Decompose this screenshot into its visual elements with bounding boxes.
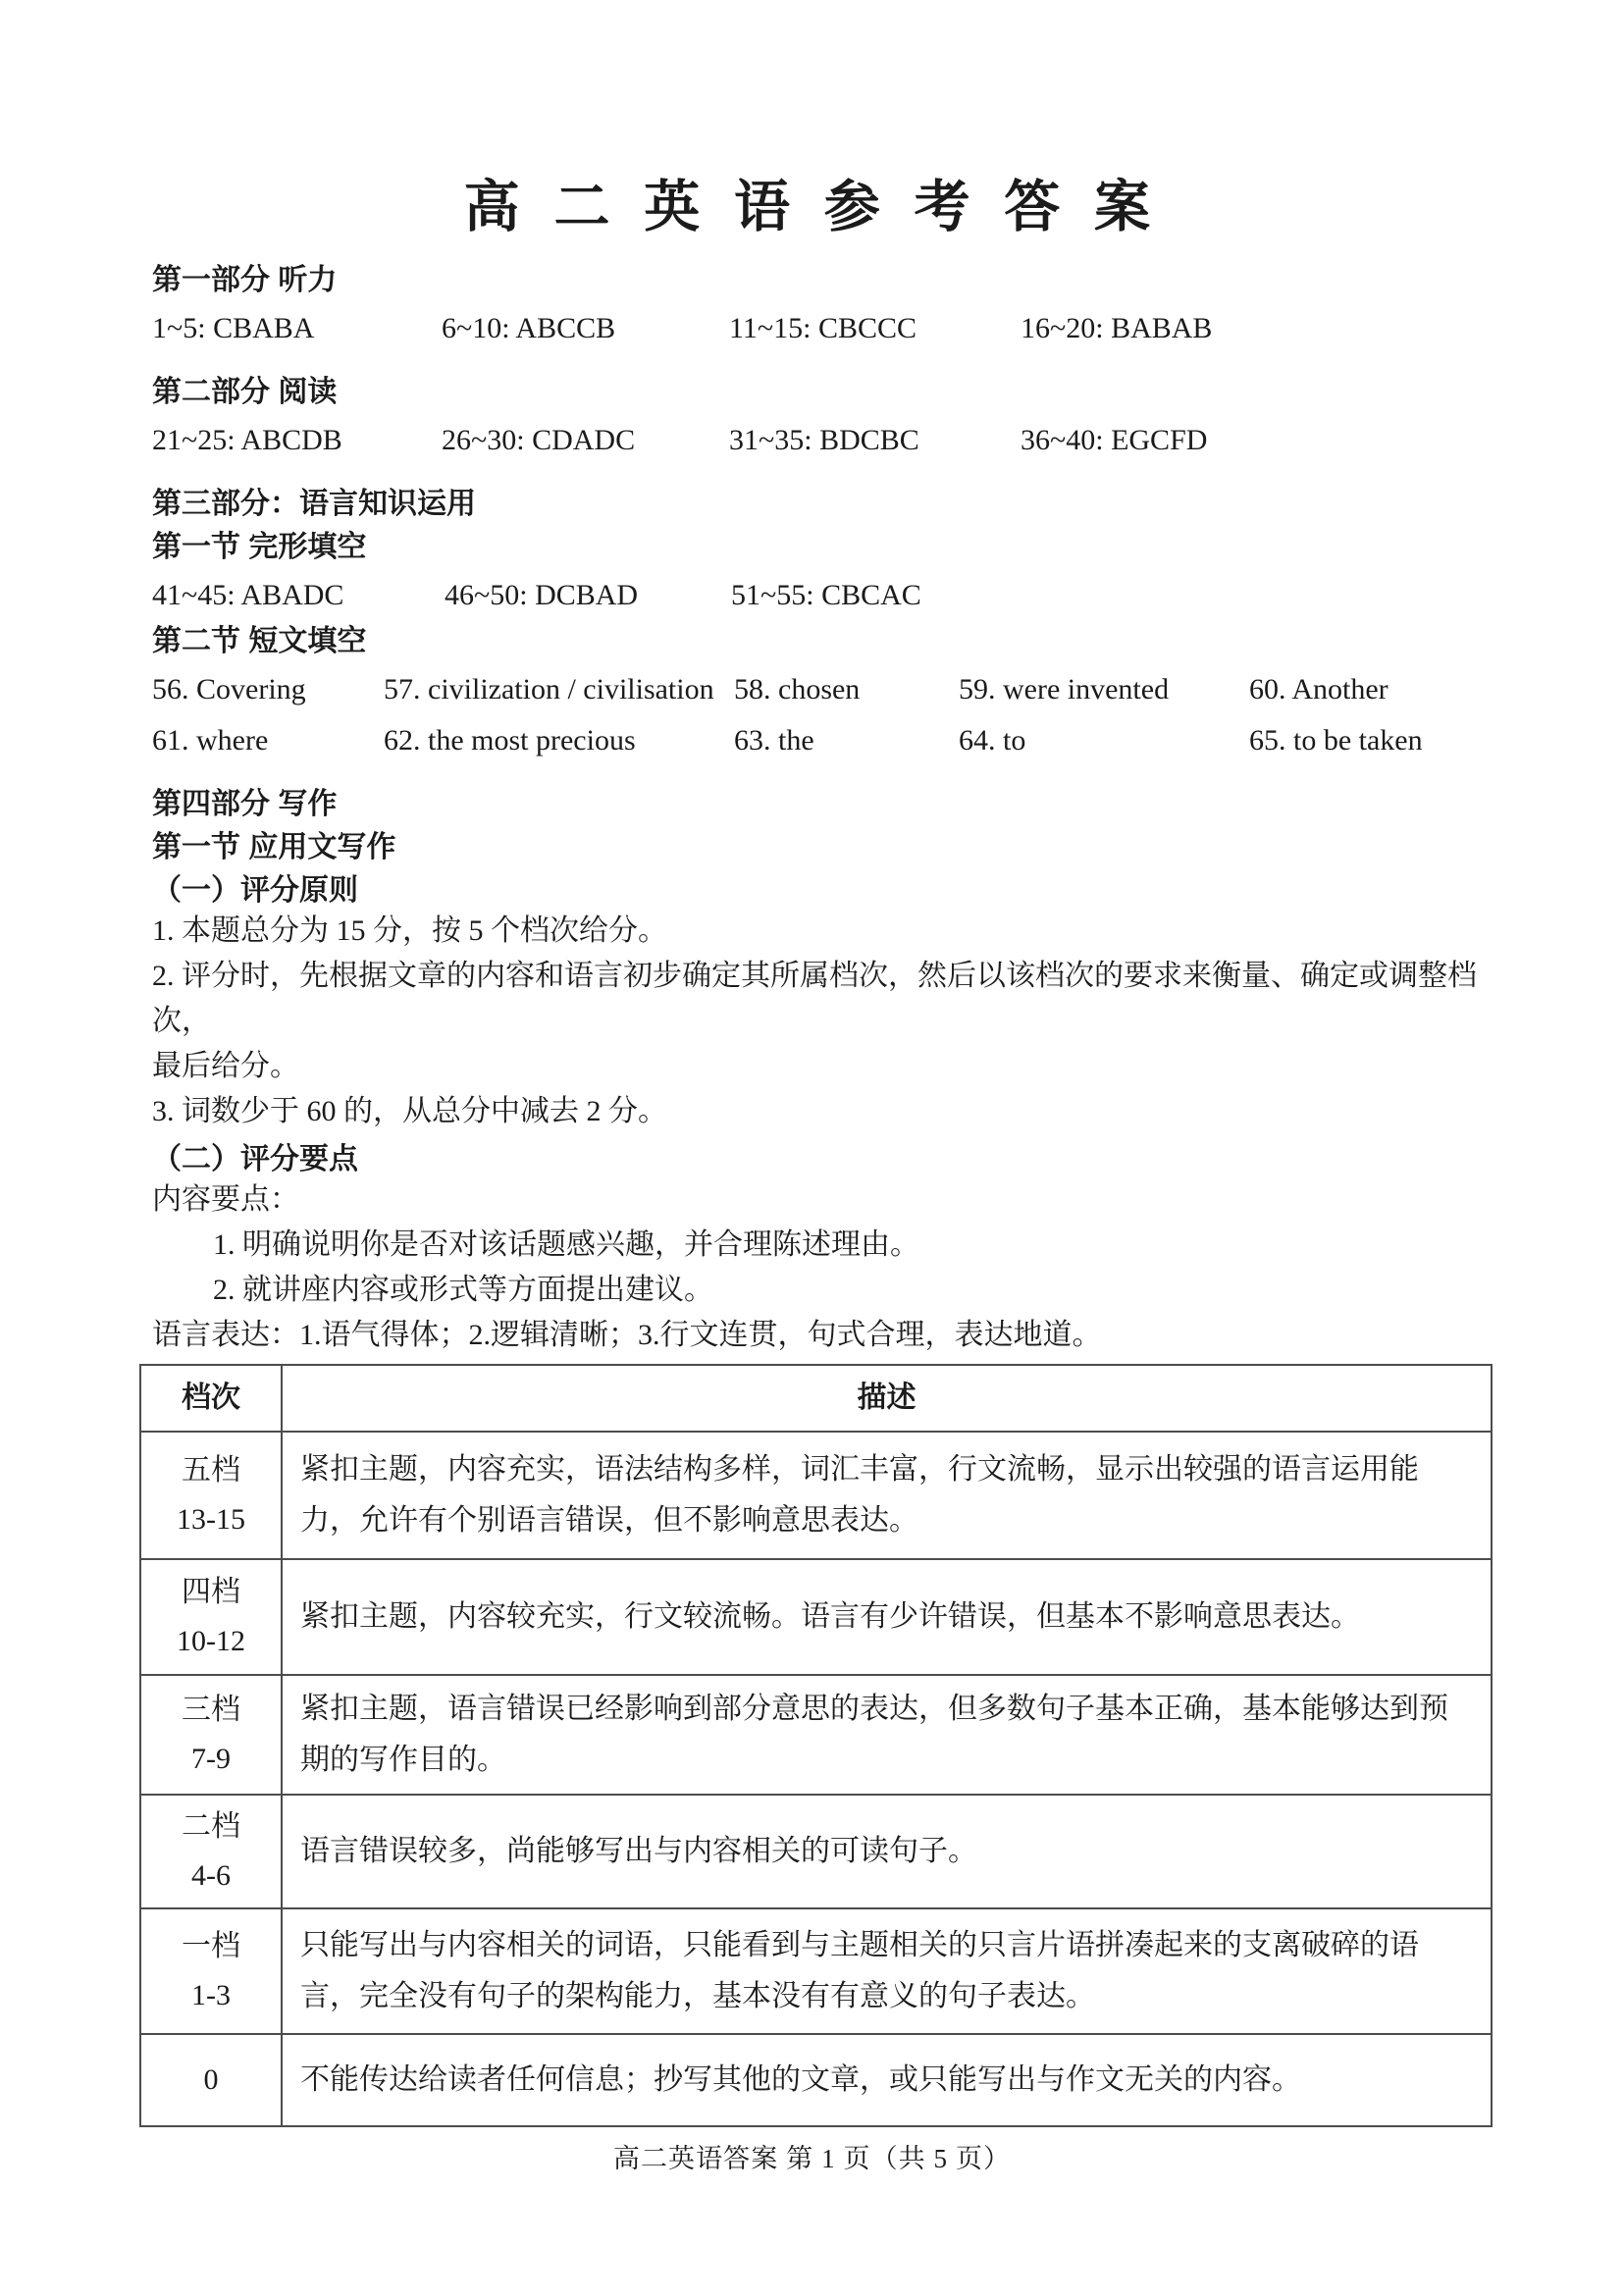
part2-heading: 第二部分 阅读 <box>152 376 338 408</box>
principle-line: 3. 词数少于 60 的，从总分中减去 2 分。 <box>152 1095 667 1127</box>
level-description: 紧扣主题，内容充实，语法结构多样，词汇丰富，行文流畅，显示出较强的语言运用能力，允许有个别语言错误，但不影响意思表达。 <box>282 1432 1492 1559</box>
language-expression-line: 语言表达：1.语气得体；2.逻辑清晰；3.行文连贯，句式合理，表达地道。 <box>152 1319 1102 1351</box>
answer-item: 26~30: CDADC <box>442 424 636 456</box>
level-score: 1-3 <box>191 1979 231 2011</box>
page-title: 高 二 英 语 参 考 答 案 <box>463 177 1161 238</box>
level-score: 10-12 <box>177 1625 245 1657</box>
answer-item: 1~5: CBABA <box>152 312 315 344</box>
answer-item: 62. the most precious <box>384 724 636 757</box>
table-row <box>140 1795 1492 1908</box>
answer-item: 63. the <box>734 724 814 757</box>
answer-item: 59. were invented <box>959 673 1170 705</box>
answer-item: 21~25: ABCDB <box>152 424 342 456</box>
level-description: 语言错误较多，尚能够写出与内容相关的可读句子。 <box>282 1795 1492 1908</box>
gapfill-heading: 第二节 短文填空 <box>152 625 367 657</box>
part3-heading: 第三部分：语言知识运用 <box>152 488 476 520</box>
content-points-label: 内容要点： <box>152 1183 299 1216</box>
answer-item: 16~20: BABAB <box>1021 312 1213 344</box>
gapfill-answers-row-1 <box>152 669 1506 710</box>
reading-answers-row <box>152 420 1506 461</box>
table-header-row <box>140 1365 1492 1432</box>
table-row <box>140 1908 1492 2034</box>
answer-item: 36~40: EGCFD <box>1021 424 1208 456</box>
gapfill-answers-row-2 <box>152 720 1506 761</box>
level-cell <box>142 1922 280 2020</box>
level-cell <box>142 1802 280 1901</box>
table-row <box>140 1559 1492 1675</box>
answer-item: 46~50: DCBAD <box>445 579 639 611</box>
level-name: 三档 <box>182 1694 240 1726</box>
column-header-level: 档次 <box>140 1365 282 1432</box>
level-name: 二档 <box>182 1810 240 1843</box>
level-description: 不能传达给读者任何信息；抄写其他的文章，或只能写出与作文无关的内容。 <box>282 2034 1492 2126</box>
level-description: 只能写出与内容相关的词语，只能看到与主题相关的只言片语拼凑起来的支离破碎的语言，完全没有句子的架构能力，基本没有有意义的句子表达。 <box>282 1908 1492 2034</box>
cloze-answers-row <box>152 575 1506 616</box>
table-row <box>140 1432 1492 1559</box>
scoring-points-heading: （二）评分要点 <box>152 1143 358 1175</box>
column-header-description: 描述 <box>282 1365 1492 1432</box>
answer-item: 61. where <box>152 724 269 757</box>
answer-item: 64. to <box>959 724 1026 757</box>
answer-item: 65. to be taken <box>1249 724 1423 757</box>
scoring-rubric-table <box>139 1364 1493 2127</box>
level-name: 一档 <box>182 1930 240 1962</box>
answer-item: 60. Another <box>1249 673 1388 705</box>
listening-answers-row <box>152 308 1506 349</box>
principle-line: 2. 评分时，先根据文章的内容和语言初步确定其所属档次，然后以该档次的要求来衡量、确定或调整档次， <box>152 960 1477 1037</box>
level-score: 13-15 <box>177 1503 245 1536</box>
level-cell <box>142 2056 280 2105</box>
level-description: 紧扣主题，语言错误已经影响到部分意思的表达，但多数句子基本正确，基本能够达到预期的写作目的。 <box>282 1675 1492 1795</box>
applied-writing-heading: 第一节 应用文写作 <box>152 831 396 863</box>
cloze-heading: 第一节 完形填空 <box>152 531 367 563</box>
answer-item: 6~10: ABCCB <box>442 312 616 344</box>
answer-item: 56. Covering <box>152 673 306 705</box>
answer-item: 58. chosen <box>734 673 861 705</box>
content-point: 2. 就讲座内容或形式等方面提出建议。 <box>213 1274 713 1306</box>
page-content <box>152 263 1506 2127</box>
level-cell <box>142 1446 280 1544</box>
level-cell <box>142 1686 280 1784</box>
table-row <box>140 2034 1492 2126</box>
answer-item: 51~55: CBCAC <box>731 579 921 611</box>
level-name: 五档 <box>182 1454 240 1487</box>
table-row <box>140 1675 1492 1795</box>
answer-item: 41~45: ABADC <box>152 579 344 611</box>
principle-line: 1. 本题总分为 15 分，按 5 个档次给分。 <box>152 914 667 947</box>
level-score: 7-9 <box>191 1743 231 1775</box>
part1-heading: 第一部分 听力 <box>152 264 338 296</box>
level-cell <box>142 1568 280 1666</box>
answer-item: 57. civilization / civilisation <box>384 673 714 705</box>
principle-line: 最后给分。 <box>152 1050 299 1082</box>
answer-item: 11~15: CBCCC <box>729 312 917 344</box>
content-point: 1. 明确说明你是否对该话题感兴趣，并合理陈述理由。 <box>213 1228 919 1261</box>
level-name: 四档 <box>182 1576 240 1608</box>
level-name: 0 <box>203 2063 219 2096</box>
level-score: 4-6 <box>191 1859 231 1892</box>
part4-heading: 第四部分 写作 <box>152 788 338 820</box>
answer-item: 31~35: BDCBC <box>729 424 919 456</box>
page-footer: 高二英语答案 第 1 页（共 5 页） <box>612 2144 1012 2173</box>
level-description: 紧扣主题，内容较充实，行文较流畅。语言有少许错误，但基本不影响意思表达。 <box>282 1559 1492 1675</box>
scoring-principles-heading: （一）评分原则 <box>152 874 358 907</box>
